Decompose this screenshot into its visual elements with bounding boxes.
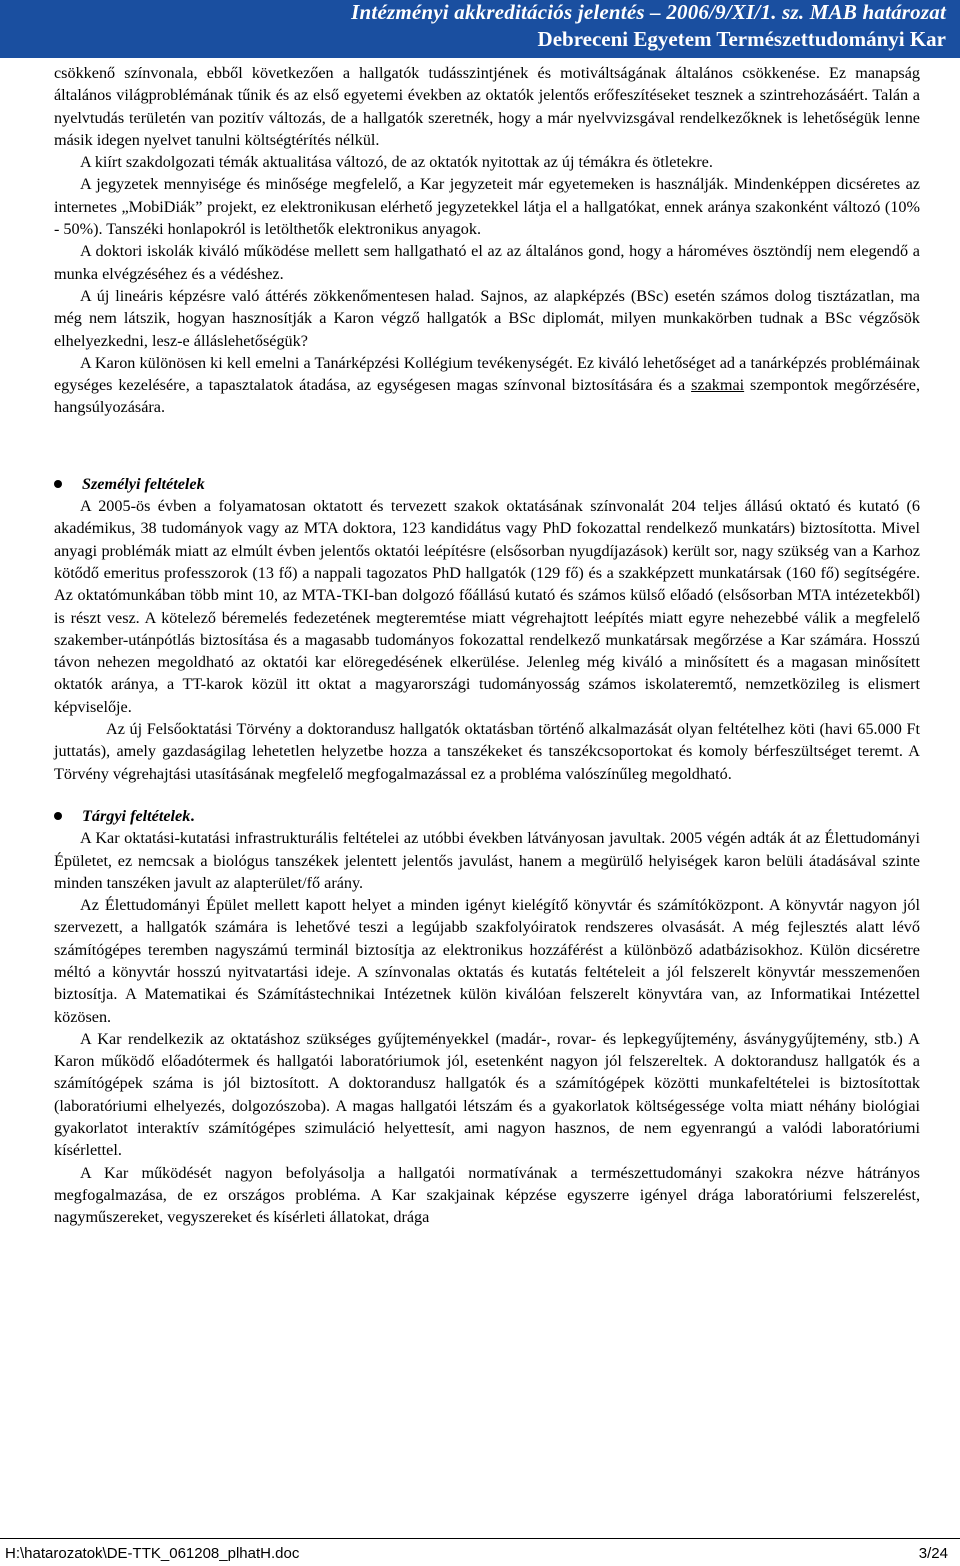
footer-page-number: 3/24: [918, 1545, 948, 1562]
bullet-icon: [54, 480, 62, 488]
paragraph: csökkenő színvonala, ebből következően a hallgatók tudásszintjének és motiváltságának általános csökkenése. Ez manapság általános világproblémának tűnik és az első egyetemi években az oktatók jelentős erőfeszítéseket tesznek a szintrehozásáért. Talán a nyelvtudás területén van pozitív változás, de a hallgatók szeretnék, hogy a már nyelvvizsgával rendelkezőknek is lehetőségük lenne másik idegen nyelvet tanulni költségtérítés nélkül.: [54, 64, 920, 149]
underlined-word: szakmai: [691, 376, 745, 395]
bullet-icon: [54, 812, 62, 820]
paragraph: A jegyzetek mennyisége és minősége megfelelő, a Kar jegyzeteit már egyetemeken is használják. Mindenképpen dicséretes az internetes „MobiDiák” projekt, ez elektronikusan elérhető jegyzetekkel látja el a hallgatókat, ennek aránya szakonként változó (10% - 50%). Tanszéki honlapokról is letölthetők elektronikus anyagok.: [54, 175, 920, 239]
section-heading-personal: [54, 473, 920, 495]
page-content: [54, 62, 920, 1229]
paragraph-text: szempontok megőrzésére, hangsúlyozására.: [54, 376, 920, 417]
section-heading-text: Személyi feltételek: [82, 474, 205, 493]
document-footer: [0, 1538, 960, 1566]
footer-file-path: H:\hatarozatok\DE-TTK_061208_plhatH.doc: [5, 1545, 300, 1562]
section-heading-text: Tárgyi feltételek: [82, 806, 191, 825]
paragraph: A kiírt szakdolgozati témák aktualitása változó, de az oktatók nyitottak az új témákra és ötletekre.: [80, 153, 713, 172]
document-header: [0, 0, 960, 58]
paragraph: Az új Felsőoktatási Törvény a doktorandusz hallgatók oktatásban történő alkalmazását olyan feltételhez köti (havi 65.000 Ft juttatás), amely gazdaságilag lehetetlen helyzetbe hozza a tanszékeket és tanszékcsoportokat és komoly bérfeszültséget teremt. A Törvény végrehajtási utasításának megfelelő megfogalmazással ez a probléma valószínűleg megoldható.: [54, 720, 920, 783]
paragraph-text: A Karon különösen ki kell emelni a Tanárképzési Kollégium tevékenységét. Ez kiváló lehetőséget ad a tanárképzés problémáinak egységes kezelésére, a tapasztalatok átadása, az egységesen magas színvonal biztosítására és a: [54, 353, 920, 395]
paragraph: A új lineáris képzésre való áttérés zökkenőmentesen halad. Sajnos, az alapképzés (BSc) esetén számos dolog tisztázatlan, ma még nem látszik, hogyan hasznosítják a Karon végző hallgatók a BSc diplomát, milyen munkakörben tudnak a BSc végzősök elhelyezkedni, lesz-e álláslehetőségük?: [54, 286, 920, 350]
header-report-title: Intézményi akkreditációs jelentés – 2006/9/XI/1. sz. MAB határozat: [351, 0, 946, 24]
section-heading-material: [54, 805, 920, 827]
paragraph: A Kar működését nagyon befolyásolja a hallgatói normatívának a természettudományi szakokra nézve hátrányos megfogalmazása, de ez országos probléma. A Kar szakjainak képzése egyszerre igényel drága laboratóriumi felszerelést, nagyműszereket, vegyszereket és kísérleti állatokat, drága: [54, 1163, 920, 1227]
paragraph: A doktori iskolák kiváló működése mellett sem hallgatható el az az általános gond, hogy a hároméves ösztöndíj nem elegendő a munka elvégzéséhez és a védéshez.: [54, 242, 920, 283]
header-faculty-name: Debreceni Egyetem Természettudományi Kar: [537, 27, 946, 51]
paragraph: A Kar oktatási-kutatási infrastrukturális feltételei az utóbbi években látványosan javultak. 2005 végén adták át az Élettudományi Épületet, ez nemcsak a biológus tanszékek jelentett jelentős javulást, hanem a megürülő helyiségek karon belüli átadásával szinte minden tanszéken javult az alapterület/fő arány.: [54, 829, 920, 892]
paragraph: [54, 352, 920, 419]
heading-period: .: [190, 806, 195, 825]
paragraph: Az Élettudományi Épület mellett kapott helyet a minden igényt kielégítő könyvtár és számítóközpont. A könyvtár nagyon jól szervezett, a hallgatók számára is lehetővé teszi a legújabb szakfolyóiratok rendszeres olvasását. A még fejlesztés alatt lévő számítógépes teremben nagyszámú terminál biztosítja az elektronikus hozzáférést a különböző adatbázisokhoz. Külön dicséretre méltó a könyvtár hosszú nyitvatartási ideje. A színvonalas oktatás és kutatás feltételeit a jól felszerelt könyvtár messzemenően biztosítja. A Matematikai és Számítástechnikai Intézetnek külön kiválóan felszerelt könyvtára van, az Informatikai Intézettel közösen.: [54, 896, 920, 1026]
paragraph: A 2005-ös évben a folyamatosan oktatott és tervezett szakok oktatásának színvonalát 204 teljes állású oktató és kutató (6 akadémikus, 38 tudományok vagy az MTA doktora, 123 kandidátus vagy PhD fokozattal rendelkező munkatárs) biztosította. Mivel anyagi problémák miatt az elmúlt évben jelentős oktatói leépítésre (elsősorban nyugdíjazások) került sor, nagy szükség van a Karhoz kötődő emeritus professzorok (13 fő) a nappali tagozatos PhD hallgatók (129 fő) és a szakképzett munkatársak (160 fő) segítségére. Az oktatómunkában több mint 10, az MTA-TKI-ban dolgozó főállású kutató és számos külső előadó (elsősorban MTA intézetekből) is részt vesz. A kötelező béremelés fedezetének megteremtése miatt végrehajtott leépítés miatt egyre nehezebbé válik a megfelelő szakember-utánpótlás biztosítása és a magasabb tudományos fokozattal rendelkező munkatársak megőrzése a Kar számára. Hosszú távon nehezen megoldható az oktatói kar elöregedésének elkerülése. Jelenleg még kiváló a minősített és a magasan minősített oktatók aránya, a TT-karok közül itt oktat a magyarországi tudományosság számos iskolateremtő, nemzetközileg is elismert képviselője.: [54, 497, 920, 716]
paragraph: A Kar rendelkezik az oktatáshoz szükséges gyűjteményekkel (madár-, rovar- és lepkegyűjtemény, ásványgyűjtemény, stb.) A Karon működő előadótermek és hallgatói laboratóriumok jól, esetenként nagyon jól felszereltek. A doktorandusz hallgatók és a számítógépek száma is jól biztosított. A doktorandusz hallgatók és a számítógépek közötti munkafeltételei is biztosítottak (laboratóriumi elhelyezés, dolgozószoba). A magas hallgatói létszám és a gyakorlatok költségessége volta miatt néhány biológiai gyakorlatot interaktív számítógépes szimuláció helyettesít, ami nagyon hasznos, de nem egyenrangú a valódi laboratóriumi kísérlettel.: [54, 1029, 920, 1160]
